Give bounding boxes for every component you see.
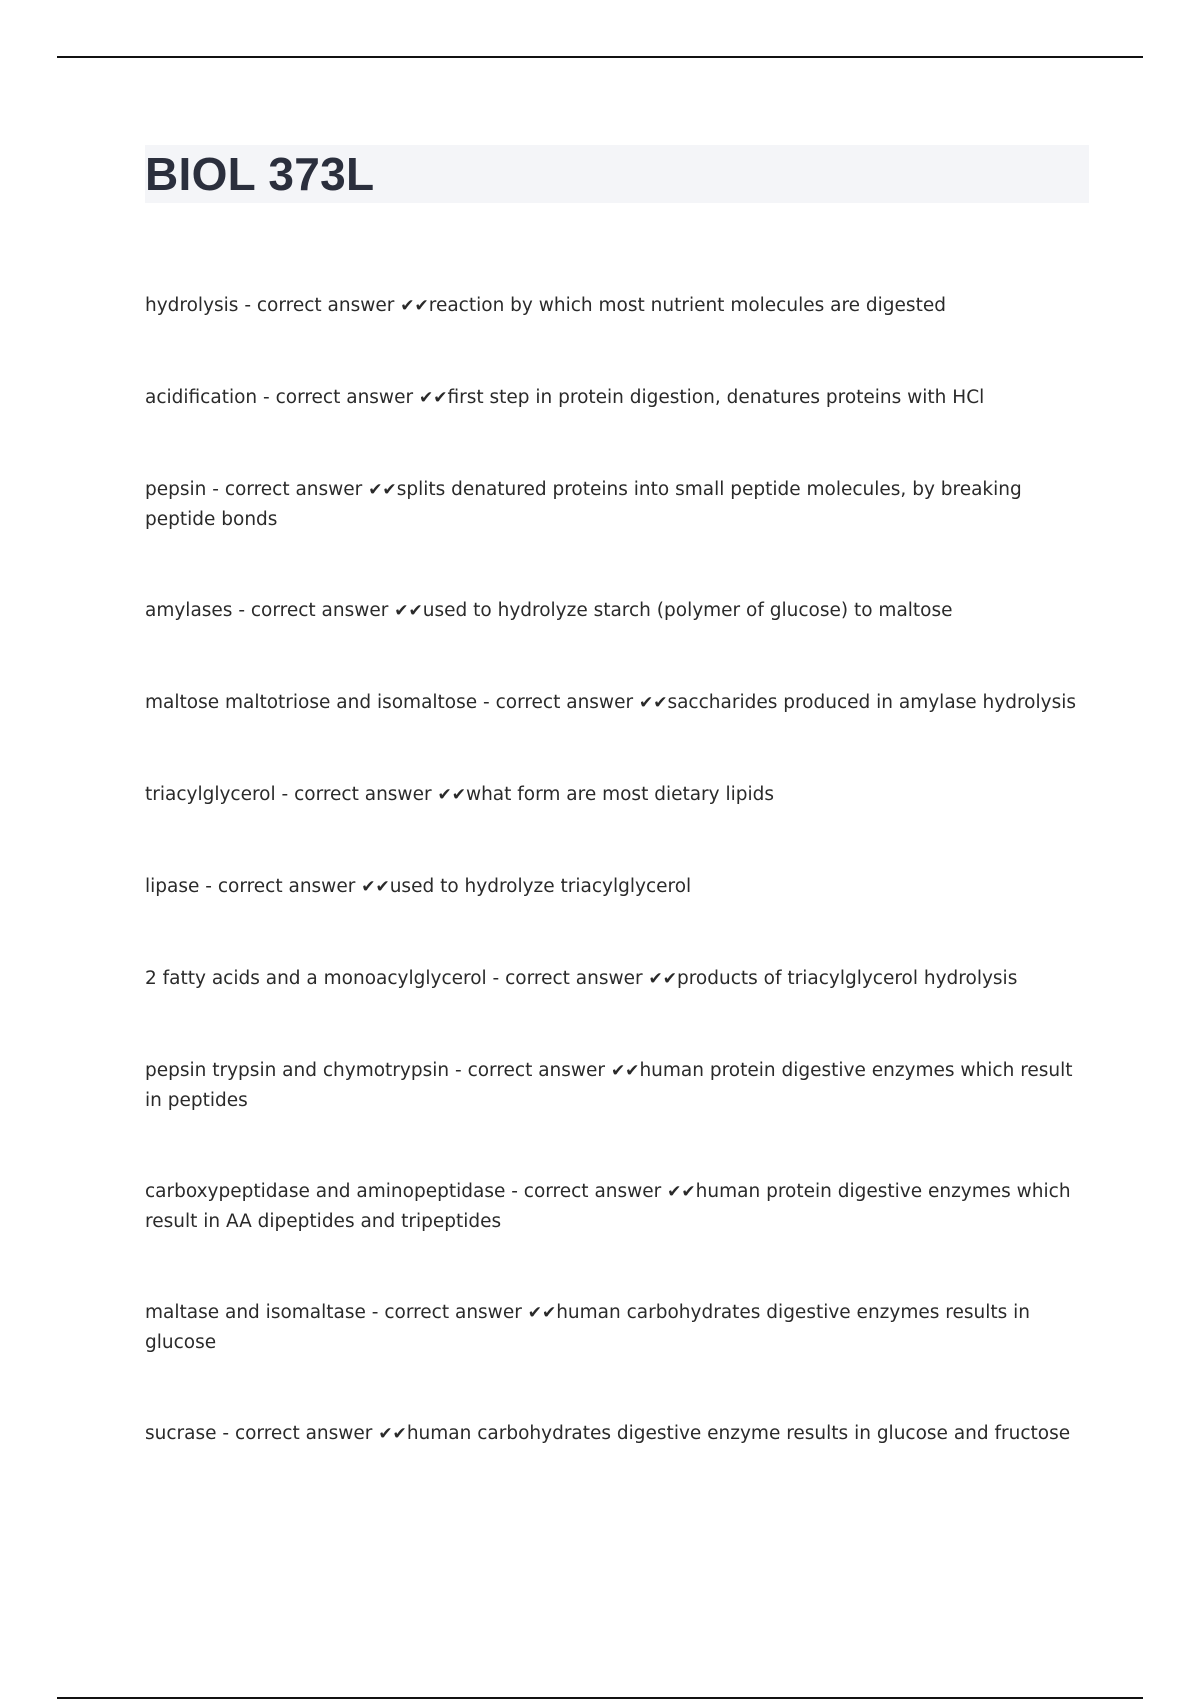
qa-answer: saccharides produced in amylase hydrolysis	[667, 692, 1076, 713]
qa-marker: correct answer	[256, 295, 395, 316]
qa-term: pepsin trypsin and chymotrypsin	[145, 1060, 450, 1081]
qa-term: lipase	[145, 876, 200, 897]
qa-term: acidification	[145, 387, 258, 408]
qa-answer: human carbohydrates digestive enzyme results in glucose and fructose	[406, 1423, 1071, 1444]
qa-item: acidification - correct answer ✔✔first step in protein digestion, denatures proteins with HCl	[145, 387, 985, 408]
qa-answer: splits denatured proteins into small peptide molecules, by breaking peptide bonds	[145, 479, 1022, 530]
qa-item: lipase - correct answer ✔✔used to hydrolyze triacylglycerol	[145, 876, 692, 897]
qa-answer: used to hydrolyze triacylglycerol	[389, 876, 692, 897]
qa-answer: human protein digestive enzymes which result in peptides	[145, 1060, 1073, 1111]
top-divider	[57, 56, 1143, 58]
qa-answer: first step in protein digestion, denatures proteins with HCl	[447, 387, 985, 408]
check-icon: ✔✔	[394, 601, 423, 621]
check-icon: ✔✔	[527, 1303, 557, 1323]
qa-item: pepsin - correct answer ✔✔splits denatured proteins into small peptide molecules, by breaking peptide bonds	[145, 479, 1022, 530]
qa-term: sucrase	[145, 1423, 217, 1444]
qa-item: maltase and isomaltase - correct answer ✔✔human carbohydrates digestive enzymes results in glucose	[145, 1302, 1030, 1353]
qa-item: pepsin trypsin and chymotrypsin - correct answer ✔✔human protein digestive enzymes which result in peptides	[145, 1060, 1073, 1111]
qa-answer: products of triacylglycerol hydrolysis	[676, 968, 1018, 989]
qa-term: amylases	[145, 600, 233, 621]
qa-marker: correct answer	[234, 1423, 373, 1444]
qa-item: sucrase - correct answer ✔✔human carbohydrates digestive enzyme results in glucose and fructose	[145, 1423, 1071, 1444]
qa-marker: correct answer	[250, 600, 389, 621]
qa-item: triacylglycerol - correct answer ✔✔what form are most dietary lipids	[145, 784, 775, 805]
qa-term: hydrolysis	[145, 295, 239, 316]
qa-marker: correct answer	[224, 479, 363, 500]
qa-marker: correct answer	[467, 1060, 606, 1081]
qa-answer: used to hydrolyze starch (polymer of glucose) to maltose	[422, 600, 953, 621]
qa-marker: correct answer	[384, 1302, 522, 1323]
qa-marker: correct answer	[294, 784, 432, 805]
qa-term: maltose maltotriose and isomaltose	[145, 692, 478, 713]
qa-item: maltose maltotriose and isomaltose - correct answer ✔✔saccharides produced in amylase hydrolysis	[145, 692, 1076, 713]
qa-marker: correct answer	[523, 1181, 662, 1202]
check-icon: ✔✔	[368, 480, 397, 500]
check-icon: ✔✔	[378, 1424, 407, 1444]
title-banner	[145, 145, 1089, 203]
check-icon: ✔✔	[667, 1182, 696, 1202]
check-icon: ✔✔	[400, 296, 429, 316]
qa-term: 2 fatty acids and a monoacylglycerol	[145, 968, 487, 989]
qa-item: carboxypeptidase and aminopeptidase - correct answer ✔✔human protein digestive enzymes which result in AA dipeptides and tripeptides	[145, 1181, 1071, 1232]
qa-marker: correct answer	[505, 968, 643, 989]
qa-answer: human protein digestive enzymes which result in AA dipeptides and tripeptides	[145, 1181, 1071, 1232]
qa-answer: reaction by which most nutrient molecules are digested	[428, 295, 946, 316]
qa-term: pepsin	[145, 479, 207, 500]
check-icon: ✔✔	[648, 969, 677, 989]
qa-answer: what form are most dietary lipids	[465, 784, 775, 805]
qa-term: carboxypeptidase and aminopeptidase	[145, 1181, 506, 1202]
qa-list	[145, 291, 1085, 1511]
qa-marker: correct answer	[275, 387, 414, 408]
check-icon: ✔✔	[361, 877, 390, 897]
check-icon: ✔✔	[610, 1061, 640, 1081]
check-icon: ✔✔	[437, 785, 466, 805]
qa-item: amylases - correct answer ✔✔used to hydrolyze starch (polymer of glucose) to maltose	[145, 600, 953, 621]
check-icon: ✔✔	[418, 388, 448, 408]
qa-item: 2 fatty acids and a monoacylglycerol - correct answer ✔✔products of triacylglycerol hydrolysis	[145, 968, 1018, 989]
bottom-divider	[57, 1697, 1143, 1699]
qa-marker: correct answer	[217, 876, 356, 897]
check-icon: ✔✔	[638, 693, 668, 713]
qa-answer: human carbohydrates digestive enzymes results in glucose	[145, 1302, 1030, 1353]
qa-term: triacylglycerol	[145, 784, 276, 805]
qa-marker: correct answer	[495, 692, 634, 713]
qa-item: hydrolysis - correct answer ✔✔reaction by which most nutrient molecules are digested	[145, 295, 946, 316]
page-title: BIOL 373L	[145, 148, 375, 200]
qa-term: maltase and isomaltase	[145, 1302, 366, 1323]
